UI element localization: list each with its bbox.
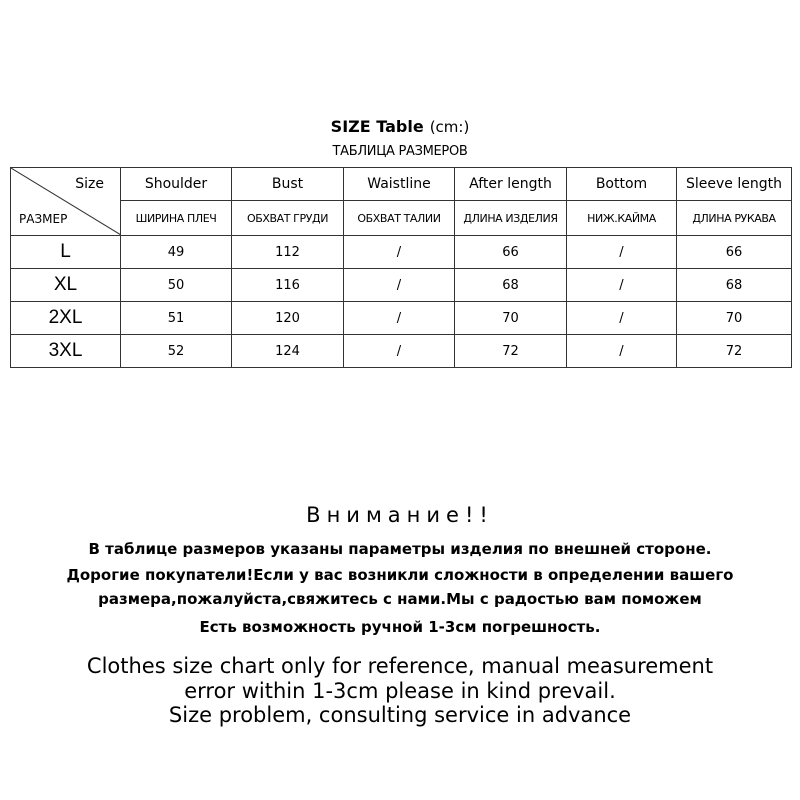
header-ru-shoulder: ШИРИНА ПЛЕЧ xyxy=(121,201,232,236)
value-cell: / xyxy=(567,236,677,269)
table-row xyxy=(11,236,792,269)
size-cell: 3XL xyxy=(11,335,121,368)
header-after-length: After length xyxy=(455,168,567,201)
value-cell: / xyxy=(344,335,455,368)
notice-ru-line: В таблице размеров указаны параметры изделия по внешней стороне. xyxy=(88,540,712,558)
value-cell: 66 xyxy=(455,236,567,269)
value-cell: 51 xyxy=(121,302,232,335)
value-cell: 116 xyxy=(232,269,344,302)
size-cell: 2XL xyxy=(11,302,121,335)
corner-size-label: Size xyxy=(75,176,104,192)
header-ru-length: ДЛИНА ИЗДЕЛИЯ xyxy=(455,201,567,236)
size-table xyxy=(10,167,792,368)
header-ru-sleeve: ДЛИНА РУКАВА xyxy=(677,201,792,236)
table-subtitle: ТАБЛИЦА РАЗМЕРОВ xyxy=(332,144,468,159)
value-cell: 50 xyxy=(121,269,232,302)
header-ru-bust: ОБХВАТ ГРУДИ xyxy=(232,201,344,236)
table-row xyxy=(11,302,792,335)
value-cell: / xyxy=(567,269,677,302)
size-cell: XL xyxy=(11,269,121,302)
header-bust: Bust xyxy=(232,168,344,201)
value-cell: 66 xyxy=(677,236,792,269)
title-unit: (cm:) xyxy=(429,118,470,136)
value-cell: 52 xyxy=(121,335,232,368)
table-row xyxy=(11,335,792,368)
table-title xyxy=(0,117,800,137)
value-cell: / xyxy=(567,335,677,368)
value-cell: 112 xyxy=(232,236,344,269)
size-cell: L xyxy=(11,236,121,269)
notice-en-line: Size problem, consulting service in advance xyxy=(168,703,632,727)
value-cell: 68 xyxy=(455,269,567,302)
value-cell: / xyxy=(344,236,455,269)
value-cell: / xyxy=(567,302,677,335)
header-ru-bottom: НИЖ.КАЙМА xyxy=(567,201,677,236)
header-sleeve-length: Sleeve length xyxy=(677,168,792,201)
value-cell: / xyxy=(344,269,455,302)
value-cell: 70 xyxy=(677,302,792,335)
notice-en-line: Clothes size chart only for reference, manual measurement xyxy=(86,654,714,678)
notice-ru-line: размера,пожалуйста,свяжитесь с нами.Мы с радостью вам поможем xyxy=(98,590,702,608)
value-cell: 124 xyxy=(232,335,344,368)
notice-en-line: error within 1-3cm please in kind prevail. xyxy=(184,679,616,703)
notice-ru-line: Есть возможность ручной 1-3см погрешность. xyxy=(199,618,601,636)
table-row xyxy=(11,269,792,302)
value-cell: 120 xyxy=(232,302,344,335)
value-cell: / xyxy=(344,302,455,335)
header-waistline: Waistline xyxy=(344,168,455,201)
header-bottom: Bottom xyxy=(567,168,677,201)
value-cell: 49 xyxy=(121,236,232,269)
value-cell: 72 xyxy=(677,335,792,368)
title-main: SIZE Table xyxy=(330,117,424,136)
notice-ru-line: Дорогие покупатели!Если у вас возникли сложности в определении вашего xyxy=(66,566,734,584)
header-ru-waist: ОБХВАТ ТАЛИИ xyxy=(344,201,455,236)
header-shoulder: Shoulder xyxy=(121,168,232,201)
value-cell: 70 xyxy=(455,302,567,335)
corner-cell xyxy=(11,168,121,236)
header-row-ru xyxy=(11,201,792,236)
corner-size-label-ru: РАЗМЕР xyxy=(19,212,68,226)
header-row-en xyxy=(11,168,792,201)
value-cell: 68 xyxy=(677,269,792,302)
notice-heading: Внимание!! xyxy=(306,503,494,527)
value-cell: 72 xyxy=(455,335,567,368)
